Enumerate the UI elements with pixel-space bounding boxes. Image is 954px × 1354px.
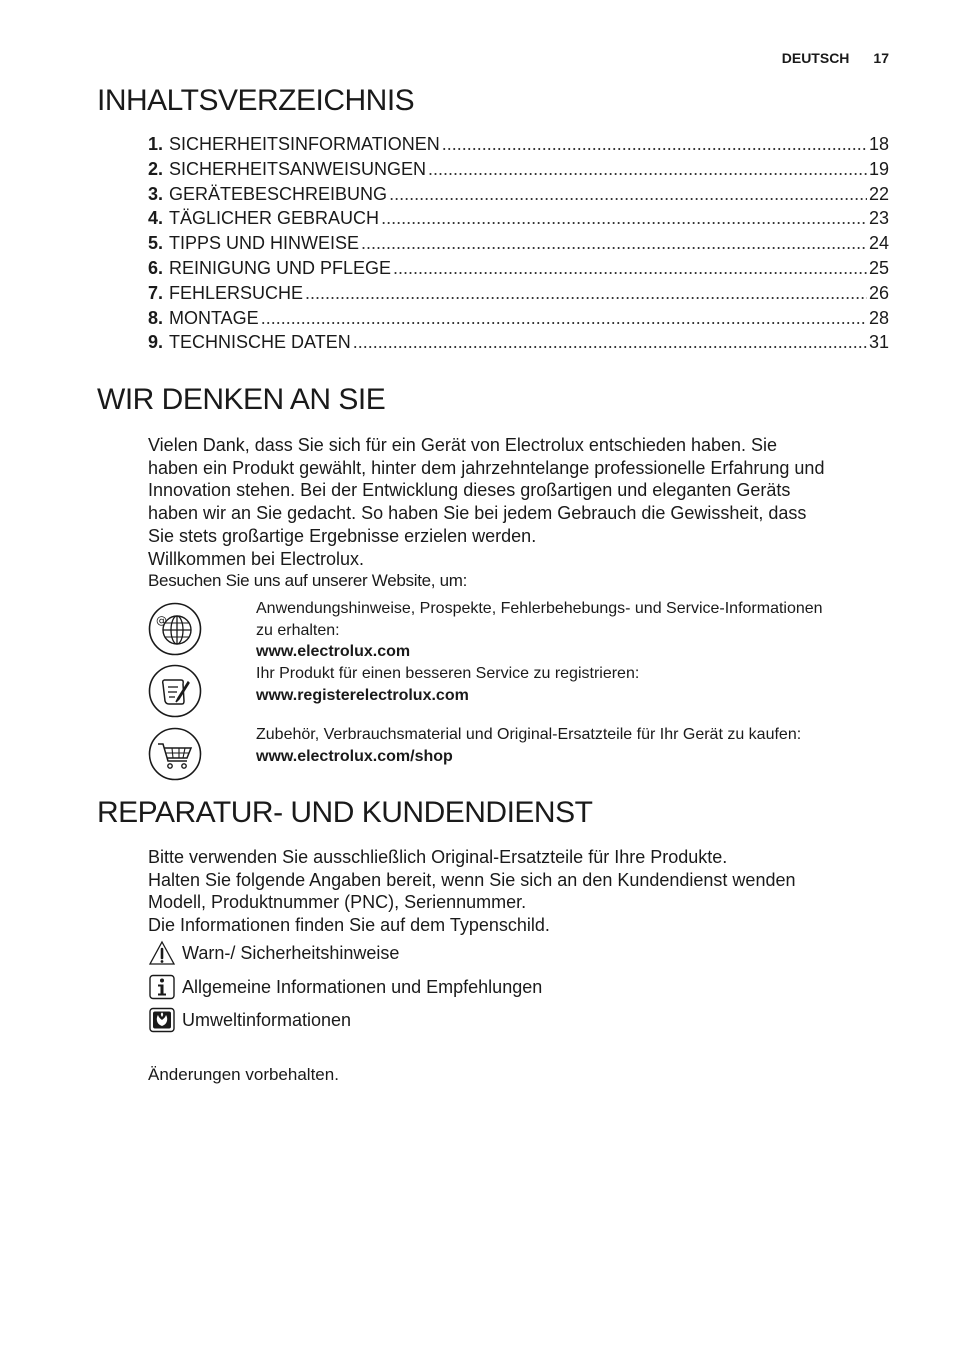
toc-item-number: 1. <box>148 134 164 154</box>
toc-item-number: 8. <box>148 307 164 328</box>
toc-item-label: FEHLERSUCHE <box>169 282 304 303</box>
toc-item-label: TÄGLICHER GEBRAUCH <box>169 208 380 229</box>
register-note-icon <box>148 664 202 718</box>
toc-item-page: 26 <box>868 282 889 303</box>
toc-item-page: 24 <box>868 233 889 254</box>
website-link[interactable]: www.electrolux.com <box>256 643 411 660</box>
service-heading: REPARATUR- UND KUNDENDIENST <box>97 796 593 829</box>
toc-dot-leader <box>393 258 867 279</box>
toc-item[interactable] <box>148 134 889 159</box>
service-line: Halten Sie folgende Angaben bereit, wenn Sie sich an den Kundendienst wenden <box>148 869 796 890</box>
shop-link[interactable]: www.electrolux.com/shop <box>256 747 453 765</box>
environment-legend-label: Umweltinformationen <box>182 1009 352 1030</box>
toc-item-page: 22 <box>868 183 889 204</box>
toc-dot-leader <box>305 283 867 304</box>
toc-item-number: 9. <box>148 332 164 353</box>
toc-item-label: MONTAGE <box>169 307 259 328</box>
welcome-line: haben wir an Sie gedacht. So haben Sie bei jedem Gebrauch die Gewissheit, dass <box>148 503 807 524</box>
toc-item[interactable] <box>148 184 889 209</box>
link-info-shop <box>256 724 896 767</box>
toc-item-page: 28 <box>868 307 889 328</box>
environment-icon <box>148 1007 176 1033</box>
page-number: 17 <box>873 50 889 66</box>
toc-dot-leader <box>361 233 867 254</box>
toc-heading: INHALTSVERZEICHNIS <box>97 84 415 117</box>
toc-dot-leader <box>442 134 867 155</box>
toc-item-label: TIPPS UND HINWEISE <box>169 233 360 254</box>
link-info-web <box>256 598 896 663</box>
toc-item-page: 25 <box>868 257 889 278</box>
language-label: DEUTSCH <box>781 50 850 66</box>
toc-item-number: 5. <box>148 233 164 254</box>
warning-legend-label: Warn-/ Sicherheitshinweise <box>182 942 400 963</box>
info-icon <box>148 974 176 1000</box>
table-of-contents <box>148 134 889 357</box>
toc-item-page: 18 <box>868 134 889 154</box>
globe-icon <box>148 602 202 656</box>
toc-dot-leader <box>381 208 867 229</box>
toc-dot-leader <box>353 332 867 353</box>
toc-dot-leader <box>428 159 867 180</box>
toc-item-label: TECHNISCHE DATEN <box>169 332 351 353</box>
toc-item-page: 31 <box>868 332 889 353</box>
service-line: Die Informationen finden Sie auf dem Typenschild. <box>148 915 550 936</box>
welcome-heading: WIR DENKEN AN SIE <box>97 383 386 416</box>
toc-item-number: 3. <box>148 183 164 204</box>
toc-item-label: SICHERHEITSINFORMATIONEN <box>169 134 440 154</box>
toc-item-label: GERÄTEBESCHREIBUNG <box>169 183 388 204</box>
welcome-line: Innovation stehen. Bei der Entwicklung dieses großartigen und eleganten Geräts <box>148 480 791 501</box>
toc-item-page: 23 <box>868 208 889 229</box>
info-legend-label: Allgemeine Informationen und Empfehlungen <box>182 976 543 997</box>
welcome-line: Willkommen bei Electrolux. <box>148 548 365 569</box>
service-paragraph <box>148 846 893 937</box>
warning-legend <box>148 940 399 966</box>
welcome-paragraph <box>148 434 893 570</box>
toc-item-page: 19 <box>868 158 889 179</box>
visit-heading: Besuchen Sie uns auf unserer Website, um: <box>148 571 468 590</box>
link-description: zu erhalten: <box>256 621 340 639</box>
toc-dot-leader <box>389 184 867 205</box>
welcome-line: Vielen Dank, dass Sie sich für ein Gerät von Electrolux entschieden haben. Sie <box>148 435 778 455</box>
svg-text:@: @ <box>156 614 167 627</box>
toc-item-number: 6. <box>148 257 164 278</box>
info-legend <box>148 974 542 1000</box>
changes-note: Änderungen vorbehalten. <box>148 1065 339 1084</box>
toc-item-number: 7. <box>148 282 164 303</box>
register-link[interactable]: www.registerelectrolux.com <box>256 686 469 704</box>
warning-icon <box>148 940 176 966</box>
toc-item[interactable] <box>148 283 889 308</box>
welcome-line: Sie stets großartige Ergebnisse erzielen werden. <box>148 525 537 546</box>
link-info-register <box>256 663 896 706</box>
service-line: Modell, Produktnummer (PNC), Seriennummer. <box>148 892 527 913</box>
toc-item-number: 2. <box>148 158 164 179</box>
toc-item[interactable] <box>148 208 889 233</box>
toc-item[interactable] <box>148 233 889 258</box>
toc-dot-leader <box>261 308 867 329</box>
toc-item[interactable] <box>148 308 889 333</box>
toc-item-number: 4. <box>148 208 164 229</box>
service-line: Bitte verwenden Sie ausschließlich Original-Ersatzteile für Ihre Produkte. <box>148 847 728 867</box>
shopping-cart-icon <box>148 727 202 781</box>
toc-item-label: SICHERHEITSANWEISUNGEN <box>169 158 427 179</box>
page-header <box>782 50 889 66</box>
toc-item[interactable] <box>148 258 889 283</box>
link-description: Ihr Produkt für einen besseren Service zu registrieren: <box>256 665 640 682</box>
toc-item[interactable] <box>148 159 889 184</box>
environment-legend <box>148 1007 351 1033</box>
toc-item-label: REINIGUNG UND PFLEGE <box>169 257 392 278</box>
link-description: Zubehör, Verbrauchsmaterial und Original-Ersatzteile für Ihr Gerät zu kaufen: <box>256 726 802 743</box>
link-description: Anwendungshinweise, Prospekte, Fehlerbehebungs- und Service-Informationen <box>256 600 823 617</box>
toc-item[interactable] <box>148 332 889 357</box>
welcome-line: haben ein Produkt gewählt, hinter dem jahrzehntelange professionelle Erfahrung und <box>148 457 825 478</box>
